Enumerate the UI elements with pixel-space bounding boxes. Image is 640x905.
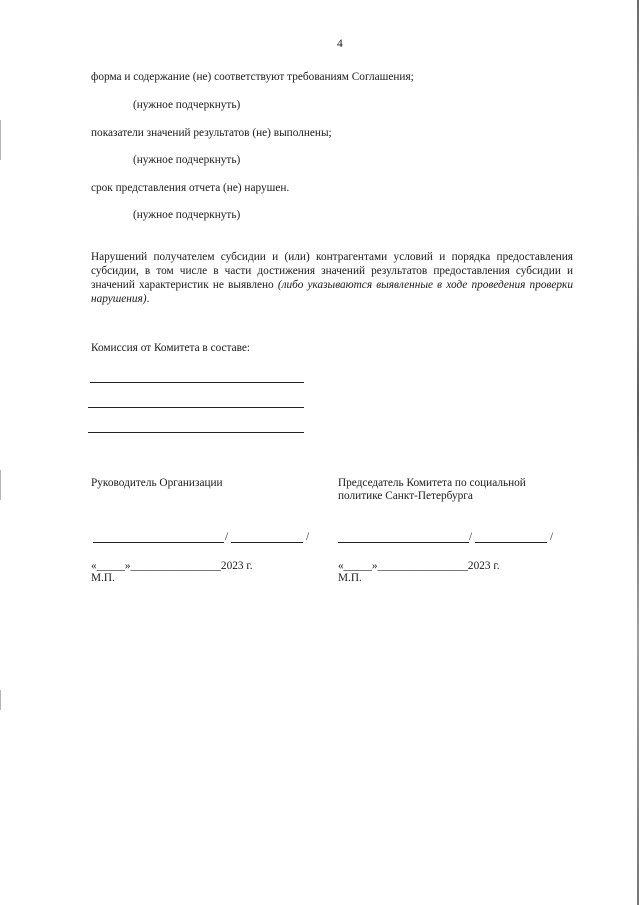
signature-slash: / <box>469 531 473 543</box>
underline-note: (нужное подчеркнуть) <box>133 99 241 111</box>
violations-paragraph <box>91 250 573 306</box>
left-date-line: «_____»________________2023 г. <box>91 560 253 572</box>
violations-italic-note: (либо указываются выявленные в ходе проведения проверки нарушения) <box>91 279 573 305</box>
signature-name-line <box>231 542 303 543</box>
violations-text: Нарушений получателем субсидии и (или) контрагентами условий и порядка предоставления субсидии, в том числе в части достижения значений результатов предоставления субсидии и значений характеристик не выявлено <box>91 251 573 291</box>
signature-name-line <box>475 542 547 543</box>
signature-slash: / <box>225 531 229 543</box>
underline-note: (нужное подчеркнуть) <box>133 154 241 166</box>
left-stamp-label: М.П. <box>91 572 115 584</box>
committee-chair-title-line1: Председатель Комитета по социальной <box>338 477 526 489</box>
underline-note: (нужное подчеркнуть) <box>133 209 241 221</box>
commission-member-line <box>88 432 304 433</box>
page-number: 4 <box>337 38 343 50</box>
indicators-line: показатели значений результатов (не) выполнены; <box>91 127 332 139</box>
scan-mark <box>0 690 1 710</box>
commission-member-line <box>88 407 304 408</box>
signature-line <box>93 542 224 543</box>
scan-mark <box>0 470 1 500</box>
signature-line <box>338 542 469 543</box>
commission-member-line <box>90 382 304 383</box>
signature-slash: / <box>306 531 310 543</box>
right-date-line: «_____»________________2023 г. <box>338 560 500 572</box>
scan-mark <box>0 120 1 160</box>
signature-slash: / <box>550 531 554 543</box>
commission-label: Комиссия от Комитета в составе: <box>91 342 251 354</box>
scan-edge-right <box>637 0 639 905</box>
violations-end: . <box>146 293 150 305</box>
deadline-line: срок представления отчета (не) нарушен. <box>91 182 290 194</box>
committee-chair-title-line2: политике Санкт-Петербурга <box>338 490 473 502</box>
form-compliance-line: форма и содержание (не) соответствуют требованиям Соглашения; <box>91 71 414 83</box>
org-head-title: Руководитель Организации <box>91 477 223 489</box>
right-stamp-label: М.П. <box>338 572 362 584</box>
